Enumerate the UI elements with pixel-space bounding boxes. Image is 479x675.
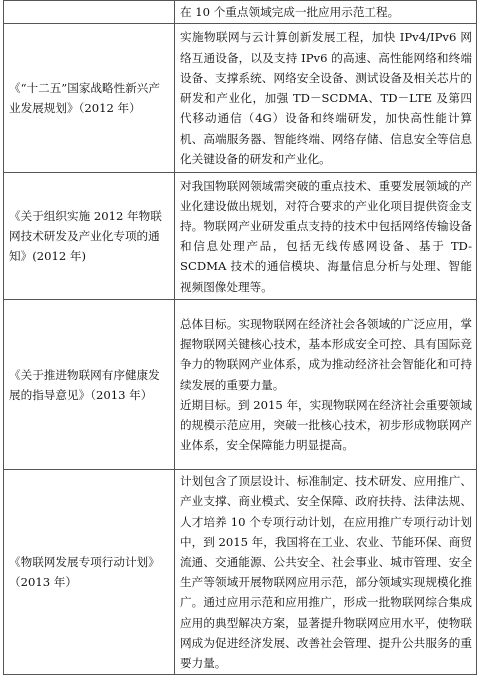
table-row	[4, 470, 477, 675]
policy-title-cell	[4, 300, 175, 470]
table-row	[4, 1, 477, 24]
policy-table	[3, 0, 477, 675]
policy-title: 《关于组织实施 2012 年物联网技术研发及产业化专项的通知》(2012 年)	[9, 208, 162, 264]
policy-content-cell	[175, 470, 477, 675]
policy-title-cell	[4, 173, 175, 300]
policy-content-cell	[175, 173, 477, 300]
policy-content-cell	[175, 300, 477, 470]
policy-content-paragraph: 在 10 个重点领域完成一批应用示范工程。	[180, 5, 400, 19]
policy-title: 《物联网发展专项行动计划》（2013 年）	[9, 555, 160, 590]
policy-title: 《关于推进物联网有序健康发展的指导意见》（2013 年）	[9, 367, 160, 402]
policy-content-paragraph: 实施物联网与云计算创新发展工程，加快 IPv4/IPv6 网络互通设备，以及支持 IPv6 的高速、高性能网络和终端设备、支撑系统、网络安全设备、测试设备及相关芯片的研发和产业化，加强 TD－SCDMA、TD－LTE 及第四代移动通信（4G）设备和终端研发，加快高性能计算机、高端服务器、智能终端、网络存储、信息安全等信息化关键设备的研发和产业化。	[180, 30, 472, 166]
table-row	[4, 173, 477, 300]
policy-title: 《“十二五”国家战略性新兴产业发展规划》（2012 年）	[9, 81, 160, 116]
table-row	[4, 24, 477, 173]
policy-title-cell	[4, 470, 175, 675]
policy-content-cell	[175, 1, 477, 24]
policy-content-paragraph: 近期目标。到 2015 年，实现物联网在经济社会重要领域的规模示范应用，突破一批核心技术，初步形成物联网产业体系，安全保障能力明显提高。	[180, 397, 472, 453]
policy-title-cell	[4, 24, 175, 173]
table-row	[4, 300, 477, 470]
policy-content-paragraph: 计划包含了顶层设计、标准制定、技术研发、应用推广、产业支撑、商业模式、安全保障、政府扶持、法律法规、人才培养 10 个专项行动计划，在应用推广专项行动计划中，到 2015 年，我国将在工业、农业、节能环保、商贸流通、交通能源、公共安全、社会事业、城市管理、安全生产等领域开展物联网应用示范，部分领域实现规模化推广。通过应用示范和应用推广，形成一批物联网综合集成应用的典型解决方案，显著提升物联网应用水平，使物联网成为促进经济发展、改善社会管理、提升公共服务的重要力量。	[180, 474, 472, 671]
policy-content-cell	[175, 24, 477, 173]
policy-content-paragraph: 对我国物联网领域需突破的重点技术、重要发展领域的产业化建设做出规划，对符合要求的产业化项目提供资金支持。物联网产业研发重点支持的技术中包括网络传输设备和信息处理产品，包括无线传感网设备、基于 TD-SCDMA 技术的通信模块、海量信息分析与处理、智能视频图像处理等。	[180, 178, 472, 294]
policy-content-paragraph: 总体目标。实现物联网在经济社会各领域的广泛应用，掌握物联网关键核心技术，基本形成安全可控、具有国际竞争力的物联网产业体系，成为推动经济社会智能化和可持续发展的重要力量。	[180, 316, 472, 392]
policy-title-cell	[4, 1, 175, 24]
